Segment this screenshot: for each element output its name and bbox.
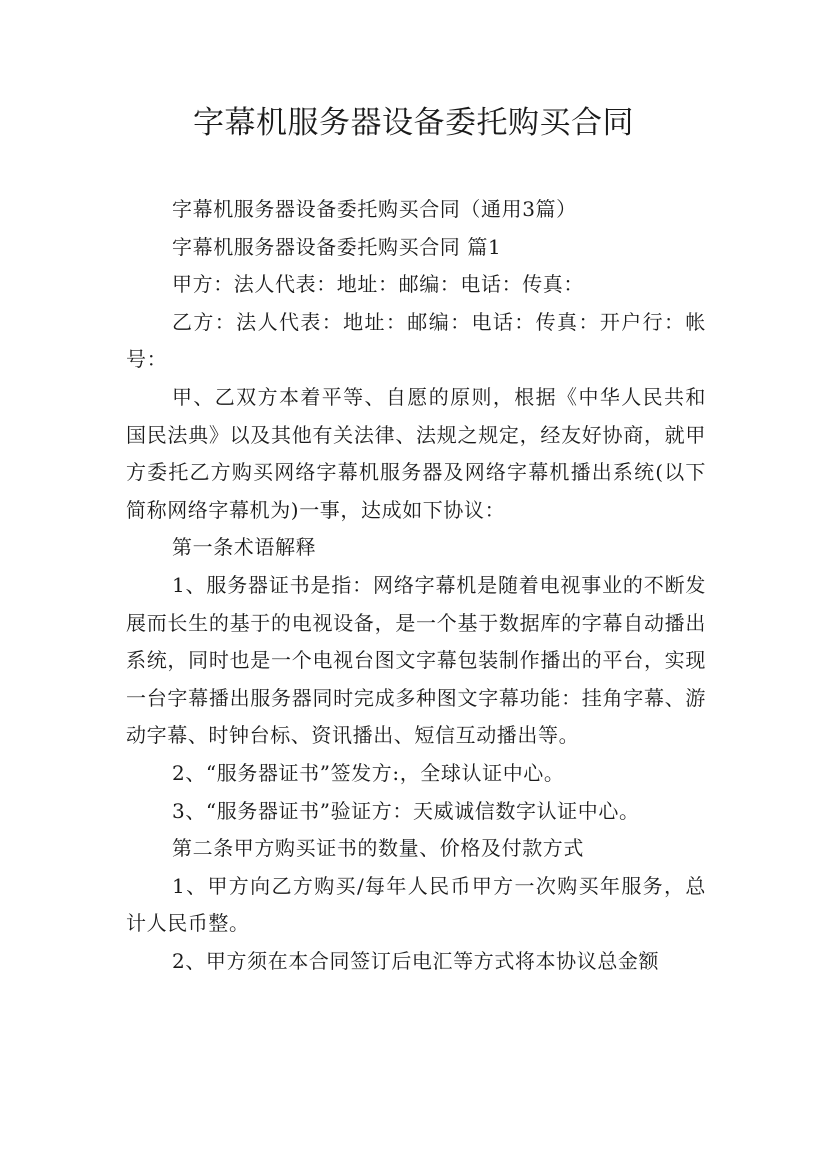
party-b-line: 乙方：法人代表：地址：邮编：电话：传真：开户行：帐号： <box>126 309 706 372</box>
document-title: 字幕机服务器设备委托购买合同 <box>193 105 634 141</box>
clause-2-1: 1、甲方向乙方购买/每年人民币甲方一次购买年服务，总计人民币整。 <box>126 873 706 936</box>
clause-2-2: 2、甲方须在本合同签订后电汇等方式将本协议总金额 <box>172 948 660 973</box>
preamble-paragraph: 甲、乙双方本着平等、自愿的原则，根据《中华人民共和国民法典》以及其他有关法律、法规之规定，经友好协商，就甲方委托乙方购买网络字幕机服务器及网络字幕机播出系统(以下简称网络字幕机为)一事，达成如下协议： <box>126 384 706 522</box>
party-a-line: 甲方：法人代表：地址：邮编：电话：传真： <box>172 272 584 297</box>
clause-1-1: 1、服务器证书是指：网络字幕机是随着电视事业的不断发展而长生的基于的电视设备，是一个基于数据库的字幕自动播出系统，同时也是一个电视台图文字幕包装制作播出的平台，实现一台字幕播出服务器同时完成多种图文字幕功能：挂角字幕、游动字幕、时钟台标、资讯播出、短信互动播出等。 <box>126 572 706 748</box>
article-1-heading: 第一条术语解释 <box>172 535 317 560</box>
subtitle-paragraph: 字幕机服务器设备委托购买合同（通用3篇） <box>172 197 577 221</box>
document-body <box>126 191 706 980</box>
article-2-heading: 第二条甲方购买证书的数量、价格及付款方式 <box>172 836 584 861</box>
clause-1-3: 3、“服务器证书”验证方：天威诚信数字认证中心。 <box>172 798 640 823</box>
section-heading: 字幕机服务器设备委托购买合同 篇1 <box>172 234 502 259</box>
clause-1-2: 2、“服务器证书”签发方:，全球认证中心。 <box>172 760 565 785</box>
